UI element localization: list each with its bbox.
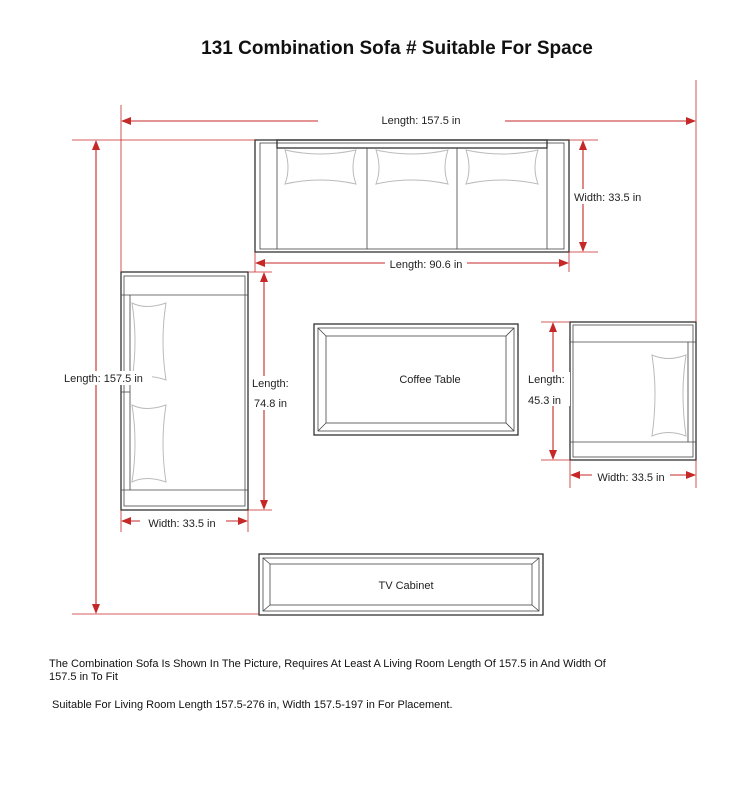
top-three-seat-sofa <box>255 140 569 252</box>
right-chair-length-label-line1: Length: <box>528 374 565 386</box>
dimension-left-total-length <box>62 140 259 614</box>
left-sofa-length-label-line2: 74.8 in <box>254 398 288 410</box>
dimension-right-chair-length <box>526 322 570 460</box>
right-armchair <box>570 322 696 460</box>
coffee-table-label: Coffee Table <box>399 374 461 386</box>
coffee-table <box>314 324 518 435</box>
tv-cabinet <box>259 554 543 615</box>
note-suitable-room-range: Suitable For Living Room Length 157.5-276 in, Width 157.5-197 in For Placement. <box>52 699 453 711</box>
left-sofa-length-label-line1: Length: <box>252 378 289 390</box>
top-sofa-width-label: Width: 33.5 in <box>574 192 642 204</box>
dimension-top-sofa-length <box>255 252 569 272</box>
left-total-length-label: Length: 157.5 in <box>64 373 143 385</box>
left-two-seat-sofa <box>121 272 248 510</box>
left-sofa-width-label: Width: 33.5 in <box>148 518 216 530</box>
dimension-top-sofa-width <box>569 140 650 252</box>
note-minimum-room-size: The Combination Sofa Is Shown In The Picture, Requires At Least A Living Room Length Of 157.5 in And Width Of 157.5 in To Fit <box>49 658 606 683</box>
dimension-right-chair-width <box>570 460 696 488</box>
page-title: 131 Combination Sofa # Suitable For Space <box>201 38 593 59</box>
tv-cabinet-label: TV Cabinet <box>378 580 434 592</box>
dimension-left-sofa-width <box>121 510 248 532</box>
top-length-label: Length: 157.5 in <box>381 115 461 127</box>
dimension-left-sofa-length <box>248 272 296 510</box>
right-chair-width-label: Width: 33.5 in <box>597 472 665 484</box>
right-chair-length-label-line2: 45.3 in <box>528 395 562 407</box>
top-sofa-length-label: Length: 90.6 in <box>389 259 463 271</box>
